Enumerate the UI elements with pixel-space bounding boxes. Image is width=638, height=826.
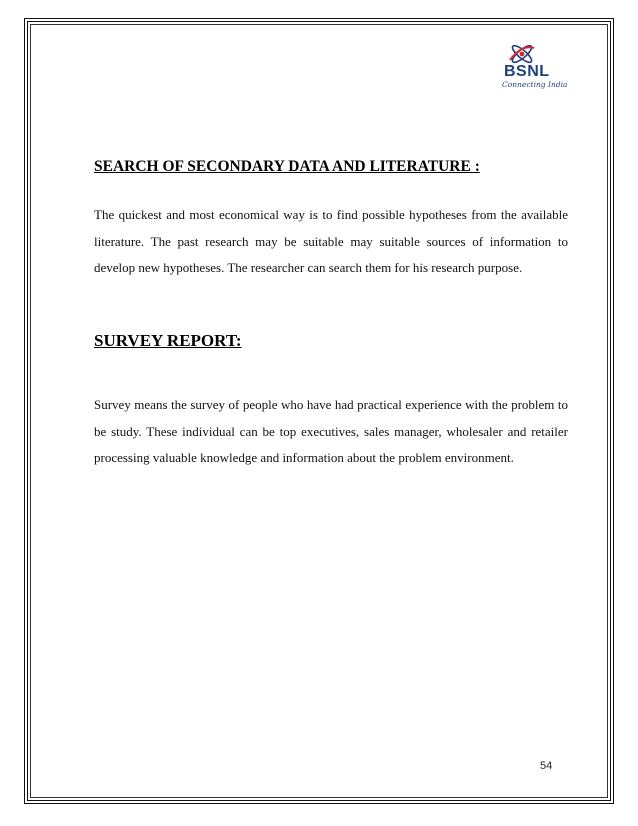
section-paragraph-secondary-data: The quickest and most economical way is to find possible hypotheses from the available literature. The past research may be suitable may suitable sources of information to develop new hypotheses. The researcher can search them for his research purpose. <box>94 207 568 275</box>
logo-tagline: Connecting India <box>502 80 568 89</box>
section-heading-survey-report: SURVEY REPORT: <box>94 331 242 350</box>
section-heading-secondary-data: SEARCH OF SECONDARY DATA AND LITERATURE : <box>94 158 480 175</box>
section-paragraph-survey-report: Survey means the survey of people who have had practical experience with the problem to be study. These individual can be top executives, sales manager, wholesaler and retailer processing valuable knowledge and information about the problem environment. <box>94 397 568 465</box>
page-number: 54 <box>540 760 553 772</box>
logo-brand-text: BSNL <box>504 63 550 80</box>
